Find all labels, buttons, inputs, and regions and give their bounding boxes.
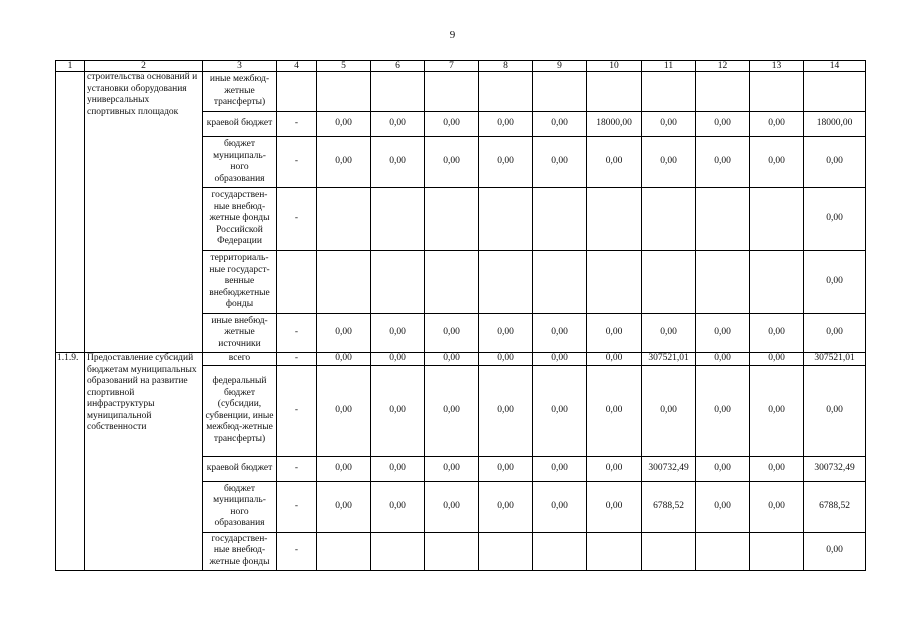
value-cell: 0,00 [642,137,696,188]
column-4-cell [277,251,317,314]
value-cell [642,72,696,112]
column-4-cell: - [277,137,317,188]
column-4-cell: - [277,456,317,481]
value-cell [317,188,371,251]
value-cell [425,72,479,112]
value-cell: 0,00 [750,137,804,188]
funding-source-cell: краевой бюджет [203,112,277,137]
value-cell [642,251,696,314]
item-number-cell [56,72,85,353]
value-cell: 0,00 [425,481,479,532]
value-cell: 0,00 [750,365,804,456]
value-cell: 0,00 [479,137,533,188]
total-cell: 0,00 [804,314,866,353]
table-body [56,61,866,571]
funding-source-cell: всего [203,353,277,366]
value-cell: 0,00 [317,365,371,456]
value-cell: 0,00 [371,365,425,456]
header-cell: 2 [85,61,203,72]
funding-source-cell: государствен-ные внебюд-жетные фонды [203,532,277,570]
value-cell [371,188,425,251]
value-cell: 0,00 [425,456,479,481]
value-cell: 0,00 [696,112,750,137]
value-cell [317,72,371,112]
value-cell: 0,00 [587,137,642,188]
value-cell: 0,00 [479,365,533,456]
value-cell [533,72,587,112]
value-cell [642,532,696,570]
value-cell [479,72,533,112]
value-cell: 0,00 [479,456,533,481]
budget-table [55,60,866,571]
value-cell: 0,00 [587,353,642,366]
value-cell: 0,00 [533,365,587,456]
value-cell: 0,00 [371,456,425,481]
value-cell [317,532,371,570]
value-cell: 0,00 [371,137,425,188]
header-row [56,61,866,72]
value-cell: 0,00 [317,456,371,481]
value-cell: 300732,49 [642,456,696,481]
header-cell: 9 [533,61,587,72]
value-cell: 0,00 [750,112,804,137]
value-cell [533,188,587,251]
value-cell: 0,00 [587,314,642,353]
value-cell: 0,00 [696,137,750,188]
total-cell: 307521,01 [804,353,866,366]
column-4-cell: - [277,188,317,251]
value-cell: 0,00 [533,353,587,366]
total-cell: 0,00 [804,365,866,456]
value-cell [317,251,371,314]
funding-source-cell: иные межбюд-жетные трансферты) [203,72,277,112]
header-cell: 14 [804,61,866,72]
funding-source-cell: федеральный бюджет (субсидии, субвенции, иные межбюд-жетные трансферты) [203,365,277,456]
column-4-cell: - [277,365,317,456]
value-cell [696,532,750,570]
column-4-cell: - [277,532,317,570]
table-row [56,353,866,366]
value-cell [371,251,425,314]
value-cell: 6788,52 [642,481,696,532]
funding-source-cell: государствен-ные внебюд-жетные фонды Российской Федерации [203,188,277,251]
funding-source-cell: бюджет муниципаль-ного образования [203,137,277,188]
value-cell [479,188,533,251]
funding-source-cell: краевой бюджет [203,456,277,481]
value-cell: 0,00 [425,365,479,456]
total-cell: 6788,52 [804,481,866,532]
value-cell: 0,00 [371,481,425,532]
header-cell: 7 [425,61,479,72]
value-cell: 0,00 [479,353,533,366]
value-cell [750,532,804,570]
value-cell [587,532,642,570]
value-cell [371,72,425,112]
value-cell: 0,00 [479,112,533,137]
value-cell: 0,00 [696,481,750,532]
value-cell [750,251,804,314]
value-cell: 0,00 [750,456,804,481]
funding-source-cell: территориаль-ные государст-венные внебюджетные фонды [203,251,277,314]
column-4-cell: - [277,314,317,353]
value-cell [696,251,750,314]
value-cell: 0,00 [533,314,587,353]
item-name-cell: Предоставление субсидий бюджетам муниципальных образований на развитие спортивной инфраструктуры муниципальной собственности [85,353,203,571]
header-cell: 3 [203,61,277,72]
value-cell [533,251,587,314]
value-cell: 0,00 [371,314,425,353]
column-4-cell: - [277,481,317,532]
value-cell: 0,00 [533,456,587,481]
value-cell: 0,00 [479,481,533,532]
value-cell: 0,00 [642,365,696,456]
total-cell: 300732,49 [804,456,866,481]
value-cell: 0,00 [317,481,371,532]
value-cell [371,532,425,570]
value-cell: 0,00 [696,456,750,481]
funding-source-cell: бюджет муниципаль-ного образования [203,481,277,532]
value-cell: 0,00 [317,112,371,137]
value-cell: 0,00 [425,314,479,353]
total-cell: 0,00 [804,251,866,314]
value-cell [479,532,533,570]
total-cell: 0,00 [804,188,866,251]
value-cell: 0,00 [479,314,533,353]
table-row [56,72,866,112]
total-cell: 18000,00 [804,112,866,137]
header-cell: 8 [479,61,533,72]
value-cell [750,188,804,251]
value-cell [750,72,804,112]
value-cell [696,188,750,251]
value-cell: 0,00 [750,353,804,366]
value-cell: 0,00 [425,353,479,366]
value-cell [425,251,479,314]
header-cell: 5 [317,61,371,72]
value-cell: 307521,01 [642,353,696,366]
value-cell: 0,00 [587,481,642,532]
value-cell: 0,00 [371,112,425,137]
header-cell: 12 [696,61,750,72]
value-cell: 0,00 [696,365,750,456]
value-cell: 0,00 [642,112,696,137]
value-cell: 0,00 [642,314,696,353]
column-4-cell [277,72,317,112]
value-cell [587,188,642,251]
value-cell: 0,00 [533,112,587,137]
value-cell [533,532,587,570]
value-cell: 0,00 [696,314,750,353]
header-cell: 4 [277,61,317,72]
value-cell [425,532,479,570]
value-cell: 0,00 [587,365,642,456]
value-cell: 0,00 [317,353,371,366]
value-cell [696,72,750,112]
value-cell [587,72,642,112]
total-cell [804,72,866,112]
header-cell: 1 [56,61,85,72]
value-cell: 0,00 [533,137,587,188]
column-4-cell: - [277,353,317,366]
value-cell: 0,00 [750,314,804,353]
funding-source-cell: иные внебюд-жетные источники [203,314,277,353]
value-cell: 0,00 [533,481,587,532]
value-cell [479,251,533,314]
total-cell: 0,00 [804,532,866,570]
value-cell [642,188,696,251]
value-cell [425,188,479,251]
header-cell: 6 [371,61,425,72]
total-cell: 0,00 [804,137,866,188]
value-cell [587,251,642,314]
value-cell: 0,00 [425,137,479,188]
header-cell: 10 [587,61,642,72]
header-cell: 13 [750,61,804,72]
value-cell: 0,00 [425,112,479,137]
value-cell: 0,00 [317,314,371,353]
value-cell: 0,00 [371,353,425,366]
value-cell: 0,00 [587,456,642,481]
column-4-cell: - [277,112,317,137]
item-number-cell: 1.1.9. [56,353,85,571]
header-cell: 11 [642,61,696,72]
item-name-cell: строительства оснований и установки оборудования универсальных спортивных площадок [85,72,203,353]
value-cell: 18000,00 [587,112,642,137]
page-number: 9 [449,29,456,41]
value-cell: 0,00 [696,353,750,366]
value-cell: 0,00 [317,137,371,188]
value-cell: 0,00 [750,481,804,532]
